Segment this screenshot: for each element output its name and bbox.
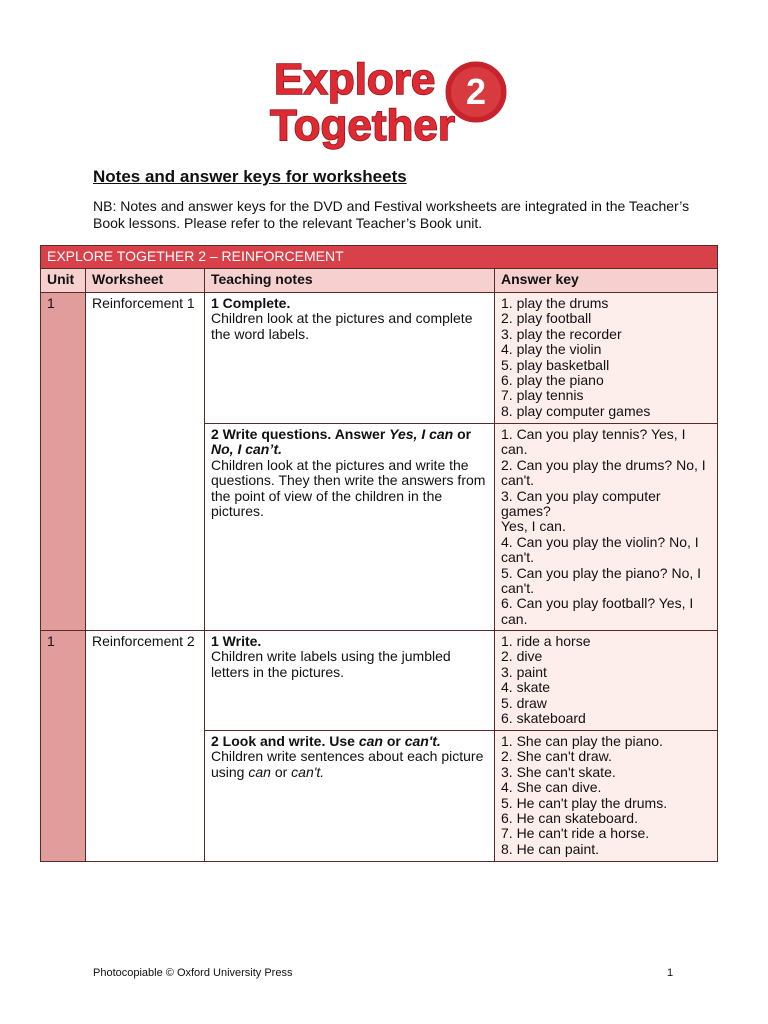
teaching-note-cell [205,631,495,731]
activity-note: Children write sentences about each picture using can or can't. [211,748,484,780]
answer-line: 4. skate [501,679,551,696]
intro-note: NB: Notes and answer keys for the DVD and Festival worksheets are integrated in the Teacher’s Book lessons. Please refer to the relevant Teacher’s Book unit. [93,198,690,231]
activity-note: Children write labels using the jumbled letters in the pictures. [211,648,451,680]
answer-line: 4. Can you play the violin? No, I can't. [501,533,699,566]
worksheet-cell: Reinforcement 2 [86,631,205,862]
answer-line: 2. dive [501,648,543,665]
answer-line: 3. Can you play computer games? [501,487,661,520]
reinforcement-table [40,245,718,862]
answer-line: 2. play football [501,310,592,327]
answer-line: 2. She can't draw. [501,748,612,765]
answer-line: 1. ride a horse [501,633,591,649]
header-unit: Unit [41,269,86,293]
answer-key-cell [495,424,718,631]
logo-number: 2 [465,71,487,112]
table-banner: EXPLORE TOGETHER 2 – REINFORCEMENT [41,246,718,269]
answer-key-cell [495,293,718,424]
answer-line: 5. draw [501,694,547,711]
page-number: 1 [667,967,674,979]
table-banner-row [41,246,718,269]
teaching-note-cell [205,424,495,631]
answer-line: 2. Can you play the drums? No, I can't. [501,456,706,489]
answer-line: 3. paint [501,663,547,680]
answer-line: 8. He can paint. [501,840,600,857]
answer-line: 6. play the piano [501,372,604,389]
logo-word-explore: Explore [274,55,436,104]
answer-line: 1. She can play the piano. [501,733,663,749]
answer-line: 4. play the violin [501,341,602,358]
answer-line: 7. play tennis [501,387,584,404]
answer-line: 7. He can't ride a horse. [501,825,650,842]
activity-title: 1 Complete. [211,295,291,311]
answer-line: 5. play basketball [501,356,610,373]
activity-note: Children look at the pictures and complete the word labels. [211,310,473,342]
activity-title: 1 Write. [211,633,262,649]
activity-title: 2 Look and write. Use can or can't. [211,733,441,749]
table-row [41,293,718,424]
logo-word-together: Together [270,101,455,150]
answer-line: 5. He can't play the drums. [501,794,668,811]
answer-key-cell [495,731,718,862]
page-title: Notes and answer keys for worksheets [93,167,407,186]
answer-line: 6. He can skateboard. [501,810,638,827]
answer-line: 6. Can you play football? Yes, I can. [501,595,694,627]
answer-line: 4. She can dive. [501,779,602,796]
table-header-row [41,269,718,293]
teaching-note-cell [205,293,495,424]
worksheet-cell: Reinforcement 1 [86,293,205,631]
header-answer-key: Answer key [495,269,718,293]
answer-line: 3. She can't skate. [501,763,616,780]
answer-line: 5. Can you play the piano? No, I can't. [501,564,702,597]
table-row [41,631,718,731]
activity-title: 2 Write questions. Answer Yes, I can or [211,426,472,442]
teaching-note-cell [205,731,495,862]
header-teaching-notes: Teaching notes [205,269,495,293]
answer-line: Yes, I can. [501,518,566,535]
answer-line: 1. play the drums [501,295,609,311]
answer-line: 6. skateboard [501,710,586,727]
activity-title-cont: No, I can’t. [211,441,283,458]
header-worksheet: Worksheet [86,269,205,293]
answer-line: 8. play computer games [501,402,651,419]
explore-together-logo [268,48,520,160]
answer-key-cell [495,631,718,731]
activity-note: Children look at the pictures and write the questions. They then write the answers from the point of view of the children in the pictures. [211,456,486,520]
answer-line: 3. play the recorder [501,325,622,342]
answer-line: 1. Can you play tennis? Yes, I can. [501,426,686,458]
unit-cell: 1 [41,631,86,862]
unit-cell: 1 [41,293,86,631]
footer-copyright: Photocopiable © Oxford University Press [93,967,293,979]
